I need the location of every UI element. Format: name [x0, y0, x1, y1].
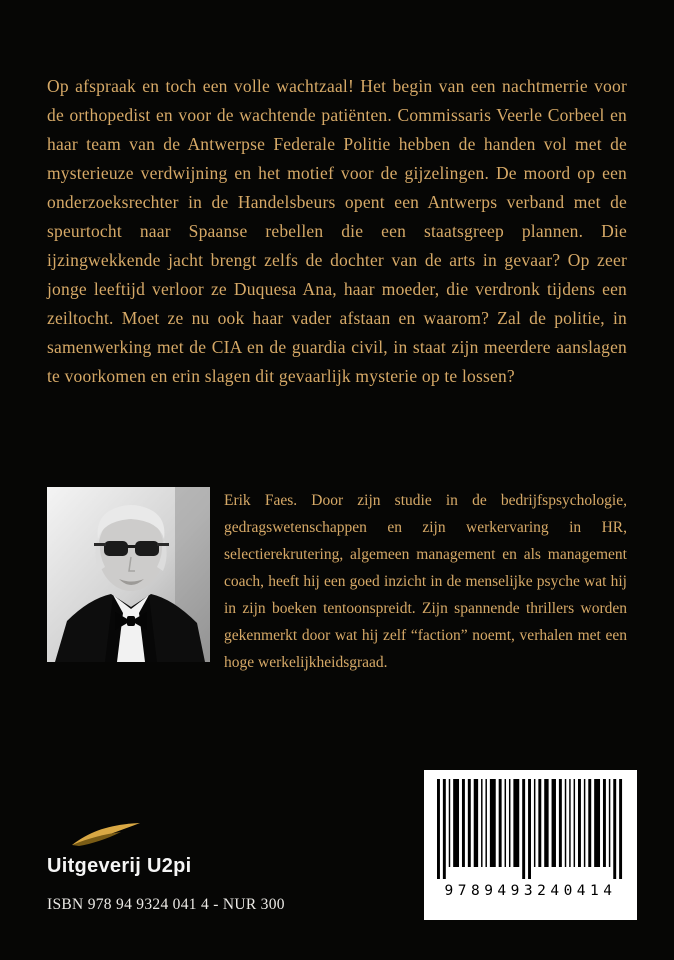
blurb-text: Op afspraak en toch een volle wachtzaal! Het begin van een nachtmerrie voor de orthopedist en voor de wachtende patiënten. Commissaris Veerle Corbeel en haar team van de Antwerpse Federale Politie hebben de handen vol met de mysterieuze verdwijning en het motief voor de gijzelingen. De moord op een onderzoeksrechter in de Handelsbeurs opent een Antwerps verband met de speurtocht naar Spaanse rebellen die een staatsgreep plannen. Die ijzingwekkende jacht brengt zelfs de dochter van de arts in gevaar? Op zeer jonge leeftijd verloor ze Duquesa Ana, haar moeder, die verdronk tijdens een zeiltocht. Moet ze nu ook haar vader afstaan en waarom? Zal de politie, in samenwerking met de CIA en de guardia civil, in staat zijn meerdere aanslagen te voorkomen en erin slagen dit gevaarlijk mysterie op te lossen?	[47, 76, 627, 386]
publisher-block	[47, 822, 192, 878]
author-portrait-graphic	[47, 487, 210, 662]
barcode-bars	[437, 779, 625, 881]
publisher-name: Uitgeverij U2pi	[47, 855, 192, 877]
publisher-swoosh-logo-icon	[71, 822, 141, 848]
barcode	[424, 770, 637, 920]
isbn-text: ISBN 978 94 9324 041 4 - NUR 300	[47, 896, 285, 913]
author-bio-text: Erik Faes. Door zijn studie in de bedrijfspsychologie, gedragswetenschappen en zijn werkervaring in HR, selectierekrutering, algemeen management en als management coach, heeft hij een goed inzicht in de menselijke psyche wat hij in zijn boeken tentoonspreidt. Zijn spannende thrillers worden gekenmerkt door wat hij zelf “faction” noemt, verhalen met een hoge werkelijkheidsgraad.	[224, 492, 627, 671]
barcode-number: 9789493240414	[444, 883, 617, 899]
author-section	[47, 487, 627, 676]
author-photo	[47, 487, 210, 662]
